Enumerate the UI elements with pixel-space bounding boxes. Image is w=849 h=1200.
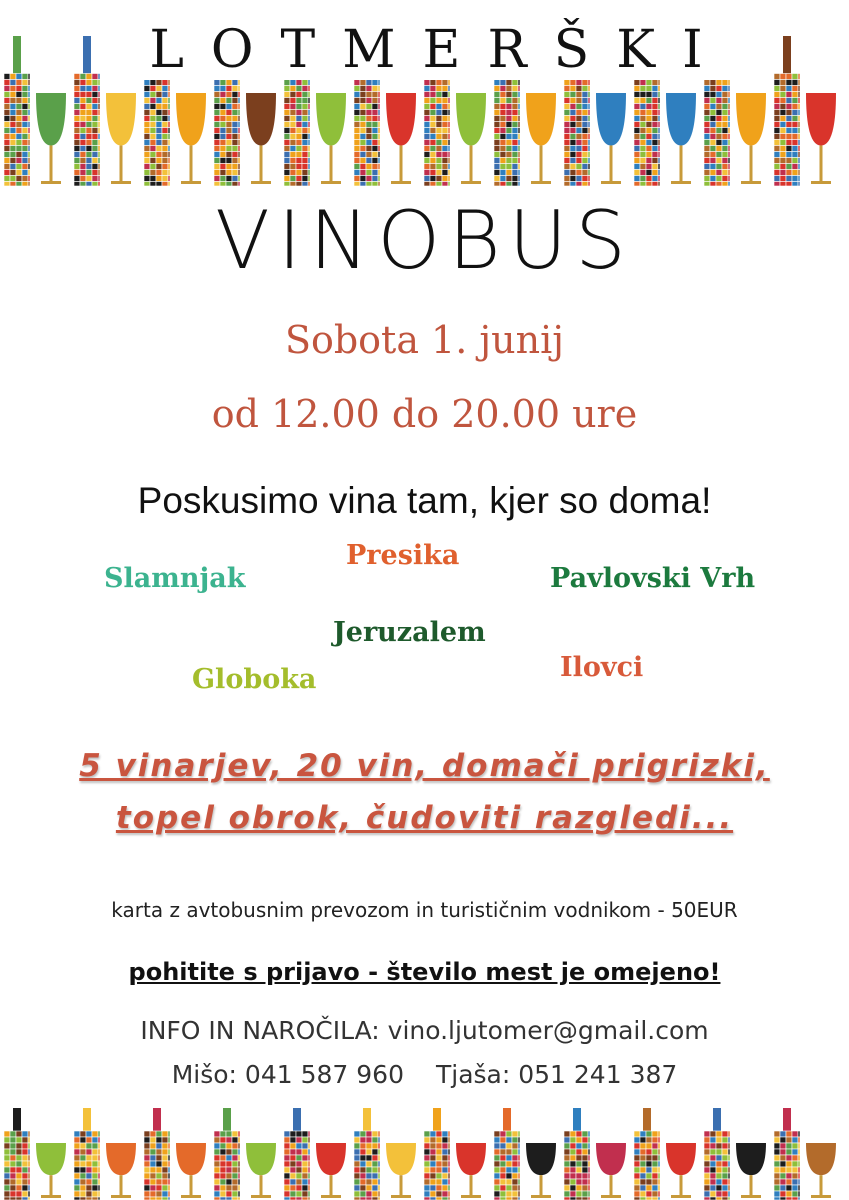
glass-icon [456,1143,486,1198]
title-lotmerski-text: LOTMERŠKI [133,20,735,80]
bottle-icon [643,1108,651,1131]
info-email: INFO IN NAROČILA: vino.ljutomer@gmail.com [140,1016,709,1045]
bottle-icon [13,1108,21,1131]
glass-icon [526,1143,556,1198]
main-title: VINOBUS [215,194,634,287]
ticket-price: karta z avtobusnim prevozom in turističnim vodnikom - 50EUR [111,898,738,922]
bottle-icon [573,1108,581,1131]
bottle-icon [153,1108,161,1131]
place-presika: Presika [346,540,460,571]
glass-icon [596,1143,626,1198]
glass-icon [666,1143,696,1198]
place-slamnjak: Slamnjak [104,563,246,594]
bottle-icon [83,1108,91,1131]
glass-icon [246,93,276,184]
tagline: Poskusimo vina tam, kjer so doma! [137,480,712,521]
glass-icon [806,1143,836,1198]
bottle-icon [363,1108,371,1131]
place-pavlovski-vrh: Pavlovski Vrh [550,563,756,594]
offer-line-2: topel obrok, čudoviti razgledi... [115,800,734,836]
event-date: Sobota 1. junij [284,318,565,362]
glass-icon [736,93,766,184]
bottle-icon [433,1108,441,1131]
glass-icon [176,1143,206,1198]
glass-icon [176,93,206,184]
wine-bottles-banner-bottom [0,1108,849,1200]
glass-icon [386,1143,416,1198]
hurry-notice: pohitite s prijavo - število mest je omejeno! [128,958,721,986]
place-ilovci: Ilovci [560,652,644,683]
glass-icon [666,93,696,184]
glass-icon [316,1143,346,1198]
glass-icon [386,93,416,184]
bottle-icon [293,1108,301,1131]
place-globoka: Globoka [192,664,317,695]
glass-icon [106,1143,136,1198]
glass-icon [106,93,136,184]
event-time: od 12.00 do 20.00 ure [211,392,638,436]
bottle-icon [223,1108,231,1131]
glass-icon [736,1143,766,1198]
glass-icon [316,93,346,184]
contact-miso: Mišo: 041 587 960 [171,1060,404,1089]
glass-icon [596,93,626,184]
contact-tjasa: Tjaša: 051 241 387 [435,1060,678,1089]
glass-icon [806,93,836,184]
glass-icon [526,93,556,184]
glass-icon [246,1143,276,1198]
bottle-icon [713,1108,721,1131]
glass-icon [456,93,486,184]
glass-icon [36,93,66,184]
contact-phones [0,1060,849,1089]
glass-icon [36,1143,66,1198]
offer-line-1: 5 vinarjev, 20 vin, domači prigrizki, [79,748,770,784]
title-lotmerski [0,20,849,80]
bottle-icon [783,1108,791,1131]
bottle-icon [503,1108,511,1131]
place-jeruzalem: Jeruzalem [333,617,486,648]
wine-bottles-illustration [0,1108,849,1200]
